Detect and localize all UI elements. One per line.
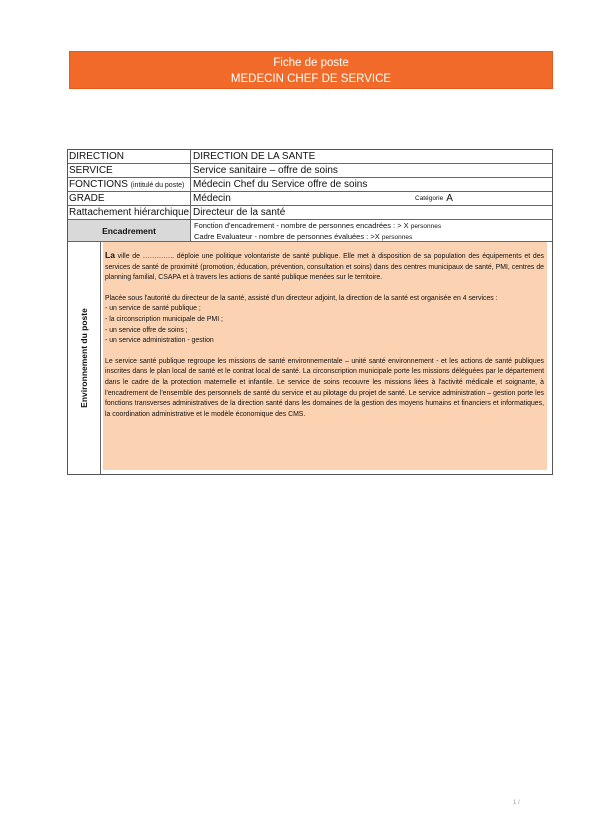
row-fonctions xyxy=(68,178,552,192)
fonctions-value: Médecin Chef du Service offre de soins xyxy=(193,179,368,190)
row-rattachement xyxy=(68,206,552,220)
environnement-label: Environnement du poste xyxy=(79,308,89,408)
encadrement-line-2-unit: personnes xyxy=(381,234,413,241)
row-grade xyxy=(68,192,552,206)
service-label: SERVICE xyxy=(68,164,191,177)
list-item: - un service administration - gestion xyxy=(105,337,214,345)
environnement-paragraph-1-text: ville de ………….. déploie une politique volontariste de santé publique. Elle met à disposition de sa population des équipements et des services de santé de proximité (promotion, éducation, prévention, consultation et soins) dans des centres municipaux de santé, PMI, centres de planning familial, CSAPA et à travers les actions de santé publique menées sur le territoire. xyxy=(105,253,544,282)
direction-value: DIRECTION DE LA SANTE xyxy=(193,151,316,162)
row-encadrement xyxy=(68,220,552,242)
environnement-paragraph-2-text: Placée sous l'autorité du directeur de la santé, assisté d'un directeur adjoint, la direction de la santé est organisée en 4 services : xyxy=(105,294,498,302)
services-list xyxy=(105,304,544,346)
rattachement-value: Directeur de la santé xyxy=(193,207,286,218)
environnement-side-label xyxy=(68,242,101,474)
encadrement-value xyxy=(191,220,552,241)
fonctions-label xyxy=(68,178,191,191)
title-line-1: Fiche de poste xyxy=(273,57,349,69)
encadrement-line-1-unit: personnes xyxy=(410,223,442,230)
grade-value: Médecin xyxy=(193,193,231,204)
categorie-value: A xyxy=(446,193,453,204)
environnement-lead: La xyxy=(105,250,115,260)
row-environnement xyxy=(68,242,552,474)
encadrement-label: Encadrement xyxy=(68,220,191,241)
categorie-label: Catégorie xyxy=(415,195,444,202)
service-value: Service sanitaire – offre de soins xyxy=(193,165,338,176)
encadrement-line-1 xyxy=(194,221,549,232)
categorie xyxy=(411,192,453,205)
list-item: - la circonscription municipale de PMI ; xyxy=(105,315,223,323)
document-title-banner xyxy=(69,51,553,89)
environnement-paragraph-2 xyxy=(105,294,544,347)
row-service xyxy=(68,164,552,178)
fonctions-label-note: (intitulé du poste) xyxy=(130,182,185,189)
list-item: - un service de santé publique ; xyxy=(105,305,201,313)
job-info-table xyxy=(67,149,553,475)
row-direction xyxy=(68,150,552,164)
title-line-2: MEDECIN CHEF DE SERVICE xyxy=(230,73,392,85)
direction-label: DIRECTION xyxy=(68,150,191,163)
page-number: 1 / xyxy=(513,800,520,806)
list-item: - un service offre de soins ; xyxy=(105,326,188,334)
encadrement-line-1-text: Fonction d'encadrement - nombre de personnes encadrées : > X xyxy=(194,221,409,230)
encadrement-line-2-text: Cadre Evaluateur - nombre de personnes évaluées : >X xyxy=(194,232,380,241)
environnement-paragraph-3: Le service santé publique regroupe les missions de santé environnementale – unité santé environnement - et les actions de santé publiques inscrites dans le plan local de santé et le contrat local de santé. La circonscription municipale porte les missions déléguées par le département dans le cadre de la protection maternelle et infantile. Le service de soins recouvre les missions liées à l'activité médicale et soignante, à l'encadrement de l'ensemble des personnels de santé du service et au pilotage du projet de santé. Le service administration – gestion porte les fonctions transverses administratives de la direction santé dans les domaines de la gestion des moyens humains et financiers et informatiques, la coordination administrative et le modèle économique des CMS. xyxy=(105,357,544,418)
fonctions-label-main: FONCTIONS xyxy=(69,179,128,190)
environnement-paragraph-1 xyxy=(105,250,544,284)
grade-label: GRADE xyxy=(68,192,191,205)
rattachement-label: Rattachement hiérarchique xyxy=(69,207,190,218)
environnement-content xyxy=(103,242,547,470)
